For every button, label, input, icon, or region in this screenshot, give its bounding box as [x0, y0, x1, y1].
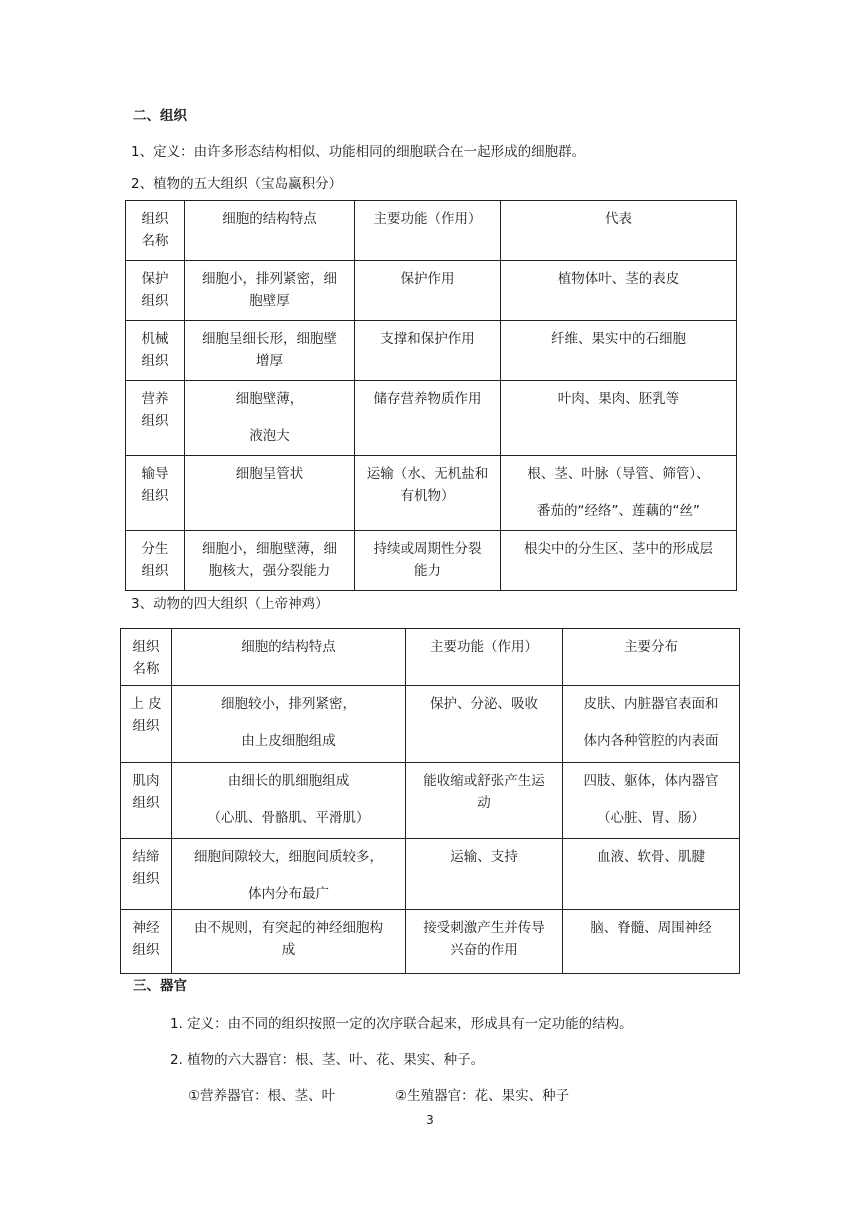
table-row [121, 910, 740, 974]
cell-text: 细胞小，细胞壁薄，细 [202, 541, 337, 557]
table-cell [121, 686, 172, 763]
table-cell [355, 381, 501, 456]
table-cell [563, 839, 740, 910]
cell-text: 肌肉 [132, 773, 160, 789]
table-cell [563, 910, 740, 974]
cell-text: 组织 [132, 718, 160, 734]
cell-text: 体内分布最广 [248, 886, 329, 902]
cell-text: 能力 [414, 563, 441, 579]
table-header-cell [121, 629, 172, 686]
table-cell [172, 910, 406, 974]
table-cell [355, 531, 501, 591]
table-row [126, 261, 737, 321]
cell-text: 细胞壁薄， [235, 391, 304, 407]
cell-text: 植物体叶、茎的表皮 [557, 271, 680, 287]
table-cell [185, 321, 355, 381]
table-row [121, 763, 740, 839]
cell-text: 细胞小，排列紧密，细 [202, 271, 337, 287]
cell-text: （心肌、骨骼肌、平滑肌） [207, 810, 370, 826]
cell-text: 细胞的结构特点 [241, 639, 336, 655]
cell-text: 名称 [132, 661, 160, 677]
table-cell [501, 456, 737, 531]
cell-text: 组织 [141, 563, 169, 579]
table-cell [355, 321, 501, 381]
cell-text: 主要功能（作用） [430, 639, 538, 655]
cell-text: 组织 [132, 942, 160, 958]
cell-text: 结缔 [132, 849, 160, 865]
cell-text: （心脏、胃、肠） [597, 810, 705, 826]
cell-text: 代表 [605, 211, 632, 227]
cell-text: 组织 [132, 871, 160, 887]
table-cell [185, 456, 355, 531]
table-cell [126, 531, 185, 591]
table-cell [126, 456, 185, 531]
cell-text: 运输、支持 [450, 849, 518, 865]
cell-text: 主要功能（作用） [373, 211, 482, 227]
cell-text: 细胞间隙较大，细胞间质较多， [194, 849, 383, 865]
cell-text: 组织 [132, 795, 160, 811]
animal-tissue-title: 3、动物的四大组织（上帝神鸡） [131, 596, 329, 612]
table-cell [121, 839, 172, 910]
table-cell [406, 910, 563, 974]
cell-text: 体内各种管腔的内表面 [583, 733, 719, 749]
cell-text: 叶肉、果肉、胚乳等 [557, 391, 680, 407]
table-cell [185, 381, 355, 456]
cell-text: 保护作用 [400, 271, 455, 287]
cell-text: 接受刺激产生并传导 [423, 920, 545, 936]
cell-text: 由不规则，有突起的神经细胞构 [194, 920, 383, 936]
cell-text: 运输（水、无机盐和 [366, 466, 489, 482]
cell-text: 组织 [141, 293, 169, 309]
table-row [126, 321, 737, 381]
organ-definition: 1. 定义：由不同的组织按照一定的次序联合起来，形成具有一定功能的结构。 [170, 1016, 633, 1032]
table-header-cell [355, 201, 501, 261]
cell-text: 胞壁厚 [249, 293, 290, 309]
table-cell [501, 321, 737, 381]
table-cell [121, 910, 172, 974]
cell-text: 主要分布 [624, 639, 678, 655]
cell-text: 细胞较小，排列紧密， [221, 696, 356, 712]
table-cell [185, 261, 355, 321]
cell-text: 能收缩或舒张产生运 [423, 773, 545, 789]
cell-text: 保护 [141, 271, 169, 287]
table-cell [126, 321, 185, 381]
cell-text: 由细长的肌细胞组成 [227, 773, 350, 789]
cell-text: 有机物） [400, 488, 455, 504]
animal-tissue-table [120, 628, 740, 974]
cell-text: 增厚 [256, 353, 283, 369]
cell-text: 细胞的结构特点 [222, 211, 317, 227]
cell-text: 组织 [141, 488, 169, 504]
cell-text: 液泡大 [249, 428, 290, 444]
tissue-definition: 1、定义：由许多形态结构相似、功能相同的细胞联合在一起形成的细胞群。 [131, 144, 586, 160]
cell-text: 机械 [141, 331, 169, 347]
table-cell [185, 531, 355, 591]
cell-text: 组织 [132, 639, 160, 655]
cell-text: 脑、脊髓、周围神经 [590, 920, 712, 936]
cell-text: 胞核大，强分裂能力 [208, 563, 331, 579]
cell-text: 分生 [141, 541, 169, 557]
cell-text: 根尖中的分生区、茎中的形成层 [524, 541, 713, 557]
cell-text: 组织 [141, 211, 169, 227]
table-header-cell [126, 201, 185, 261]
cell-text: 番茄的“经络”、莲藕的“丝” [537, 503, 700, 519]
table-cell [406, 763, 563, 839]
cell-text: 名称 [141, 233, 169, 249]
reproductive-organs: ②生殖器官：花、果实、种子 [395, 1088, 570, 1104]
plant-tissue-title: 2、植物的五大组织（宝岛赢积分） [131, 176, 343, 192]
table-cell [126, 381, 185, 456]
cell-text: 皮肤、内脏器官表面和 [583, 696, 719, 712]
table-cell [406, 686, 563, 763]
cell-text: 兴奋的作用 [450, 942, 518, 958]
table-cell [172, 686, 406, 763]
table-row [126, 456, 737, 531]
table-header-cell [185, 201, 355, 261]
table-cell [406, 839, 563, 910]
table-cell [501, 531, 737, 591]
page-number: 3 [426, 1113, 434, 1127]
table-cell [501, 381, 737, 456]
cell-text: 细胞呈管状 [235, 466, 304, 482]
table-cell [172, 839, 406, 910]
table-header-cell [563, 629, 740, 686]
cell-text: 组织 [141, 353, 169, 369]
cell-text: 血液、软骨、肌腱 [597, 849, 705, 865]
cell-text: 由上皮细胞组成 [241, 733, 336, 749]
table-row [126, 531, 737, 591]
plant-tissue-table [125, 200, 737, 591]
cell-text: 营养 [141, 391, 169, 407]
vegetative-organs: ①营养器官：根、茎、叶 [188, 1088, 336, 1104]
cell-text: 储存营养物质作用 [373, 391, 482, 407]
cell-text: 根、茎、叶脉（导管、筛管）、 [527, 466, 710, 482]
cell-text: 神经 [132, 920, 160, 936]
cell-text: 四肢、躯体，体内器官 [583, 773, 719, 789]
table-cell [126, 261, 185, 321]
table-cell [355, 261, 501, 321]
table-header-row [126, 201, 737, 261]
table-cell [501, 261, 737, 321]
table-row [121, 686, 740, 763]
cell-text: 保护、分泌、吸收 [430, 696, 538, 712]
table-row [126, 381, 737, 456]
cell-text: 支撑和保护作用 [380, 331, 475, 347]
table-header-cell [501, 201, 737, 261]
cell-text: 动 [477, 795, 491, 811]
table-cell [121, 763, 172, 839]
cell-text: 成 [281, 942, 296, 958]
cell-text: 持续或周期性分裂 [373, 541, 482, 557]
table-header-cell [172, 629, 406, 686]
table-cell [355, 456, 501, 531]
table-header-row [121, 629, 740, 686]
cell-text: 组织 [141, 413, 169, 429]
table-cell [563, 686, 740, 763]
table-cell [563, 763, 740, 839]
section-heading-tissue: 二、组织 [133, 108, 187, 124]
cell-text: 纤维、果实中的石细胞 [551, 331, 686, 347]
table-header-cell [406, 629, 563, 686]
table-row [121, 839, 740, 910]
plant-organs-item: 2. 植物的六大器官：根、茎、叶、花、果实、种子。 [170, 1052, 485, 1068]
cell-text: 上 皮 [130, 696, 162, 712]
cell-text: 输导 [141, 466, 169, 482]
section-heading-organ: 三、器官 [133, 978, 187, 994]
table-cell [172, 763, 406, 839]
cell-text: 细胞呈细长形，细胞壁 [202, 331, 337, 347]
